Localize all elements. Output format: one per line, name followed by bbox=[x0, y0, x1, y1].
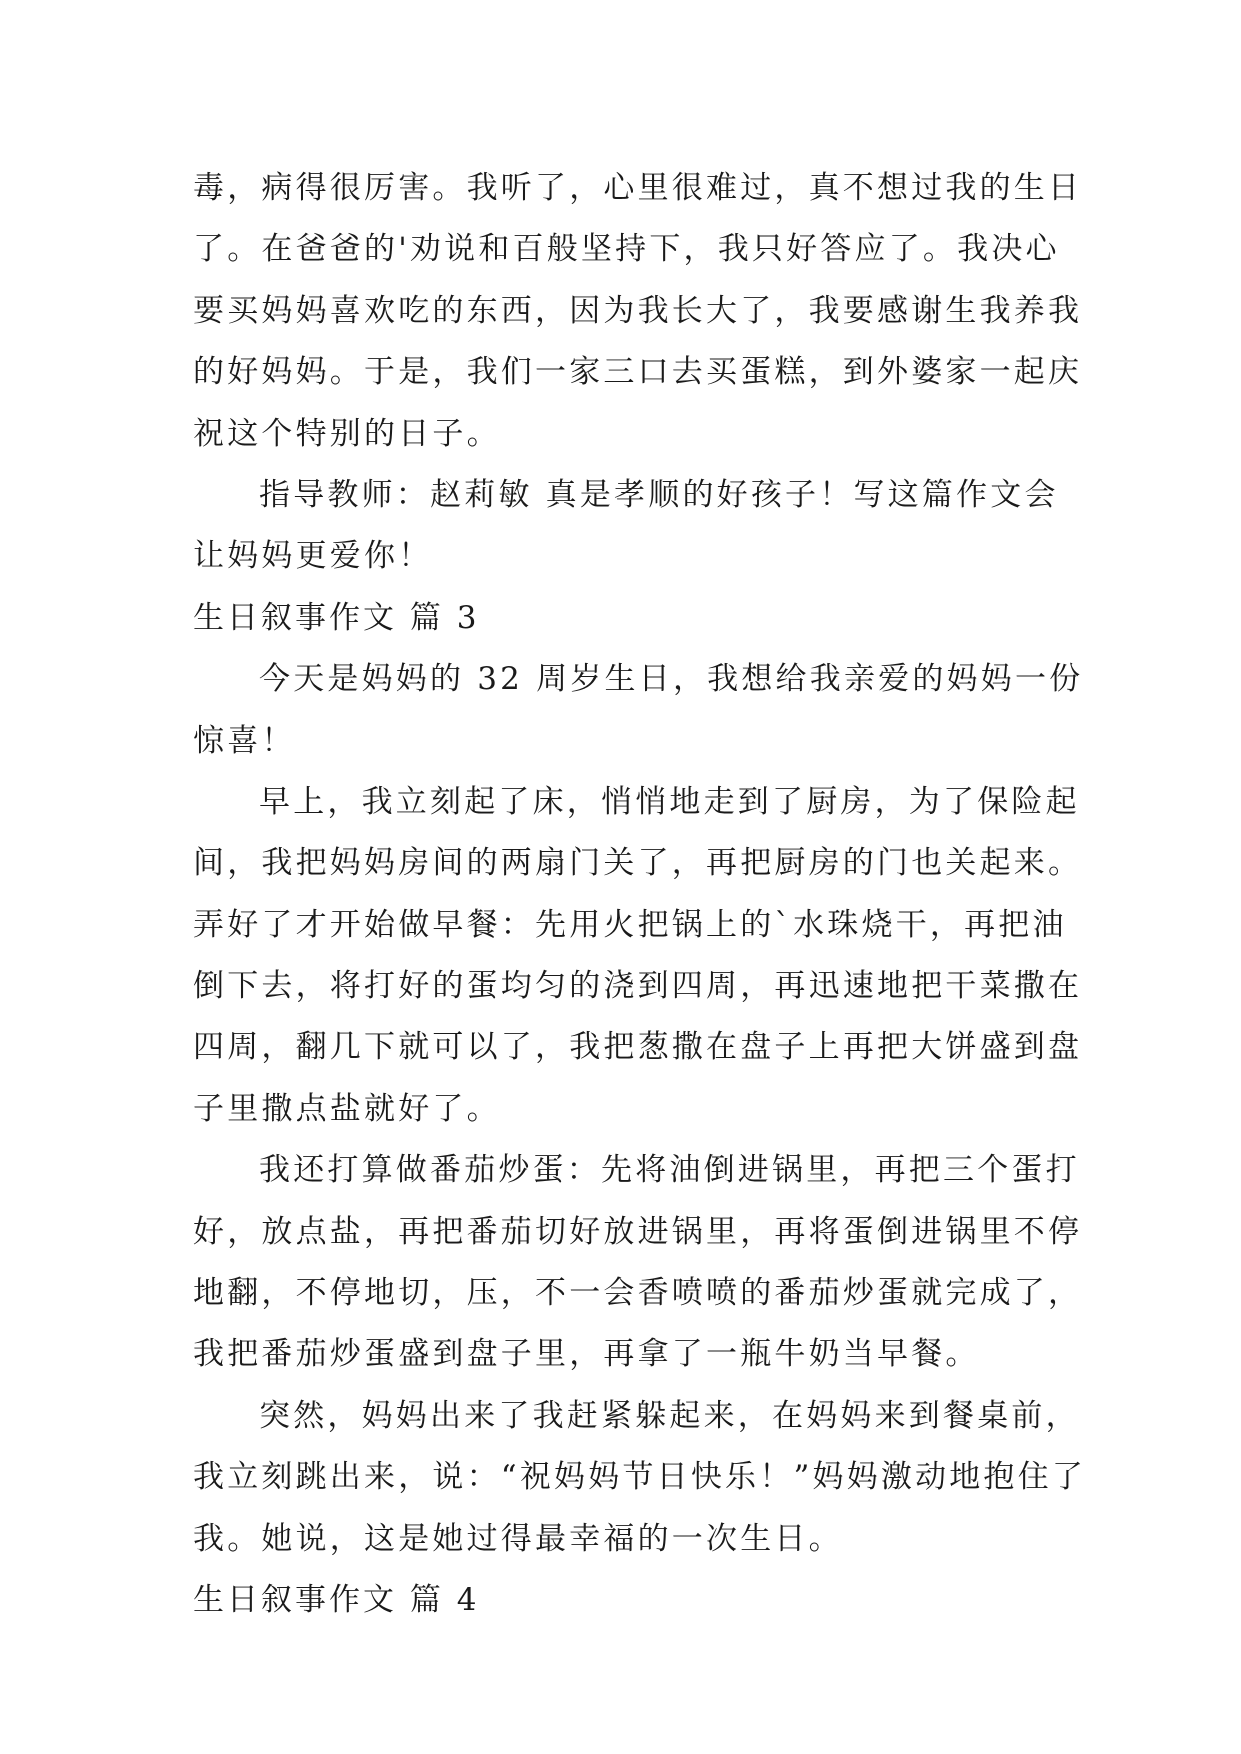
text-line: 四周，翻几下就可以了，我把葱撒在盘子上再把大饼盛到盘 bbox=[193, 1029, 1083, 1066]
paragraph bbox=[193, 649, 1084, 772]
text-line: 我还打算做番茄炒蛋：先将油倒进锅里，再把三个蛋打 bbox=[259, 1152, 1080, 1189]
text-line: 好，放点盐，再把番茄切好放进锅里，再将蛋倒进锅里不停 bbox=[193, 1213, 1083, 1250]
text-line: 惊喜！ bbox=[193, 722, 296, 759]
section-heading: 生日叙事作文 篇 3 bbox=[193, 599, 480, 636]
text-line: 了。在爸爸的'劝说和百般坚持下，我只好答应了。我决心 bbox=[193, 231, 1060, 268]
text-line: 间，我把妈妈房间的两扇门关了，再把厨房的门也关起来。 bbox=[193, 845, 1083, 882]
section-heading: 生日叙事作文 篇 4 bbox=[193, 1581, 480, 1618]
text-line: 要买妈妈喜欢吃的东西，因为我长大了，我要感谢生我养我 bbox=[193, 292, 1083, 329]
text-line: 的好妈妈。于是，我们一家三口去买蛋糕，到外婆家一起庆 bbox=[193, 354, 1083, 391]
text-line: 今天是妈妈的 32 周岁生日，我想给我亲爱的妈妈一份 bbox=[259, 661, 1084, 698]
text-line: 指导教师：赵莉敏 真是孝顺的好孩子！写这篇作文会 bbox=[259, 476, 1059, 513]
paragraph bbox=[193, 1386, 1087, 1570]
document-body bbox=[193, 158, 1087, 1631]
paragraph bbox=[193, 1140, 1083, 1386]
text-line: 倒下去，将打好的蛋均匀的浇到四周，再迅速地把干菜撒在 bbox=[193, 968, 1083, 1005]
text-line: 早上，我立刻起了床，悄悄地走到了厨房，为了保险起 bbox=[259, 783, 1080, 820]
text-line: 让妈妈更爱你！ bbox=[193, 538, 433, 575]
text-line: 祝这个特别的日子。 bbox=[193, 415, 501, 452]
text-line: 我立刻跳出来，说：“祝妈妈节日快乐！”妈妈激动地抱住了 bbox=[193, 1459, 1087, 1496]
text-line: 突然，妈妈出来了我赶紧躲起来，在妈妈来到餐桌前， bbox=[259, 1397, 1080, 1434]
text-line: 我把番茄炒蛋盛到盘子里，再拿了一瓶牛奶当早餐。 bbox=[193, 1336, 980, 1373]
paragraph bbox=[193, 772, 1083, 1140]
text-line: 弄好了才开始做早餐：先用火把锅上的`水珠烧干，再把油 bbox=[193, 906, 1067, 943]
text-line: 我。她说，这是她过得最幸福的一次生日。 bbox=[193, 1520, 843, 1557]
text-line: 毒，病得很厉害。我听了，心里很难过，真不想过我的生日 bbox=[193, 170, 1083, 206]
text-line: 子里撒点盐就好了。 bbox=[193, 1090, 501, 1127]
teacher-comment-paragraph bbox=[193, 465, 1059, 588]
text-line: 地翻，不停地切，压，不一会香喷喷的番茄炒蛋就完成了， bbox=[193, 1275, 1083, 1312]
paragraph bbox=[193, 158, 1083, 465]
